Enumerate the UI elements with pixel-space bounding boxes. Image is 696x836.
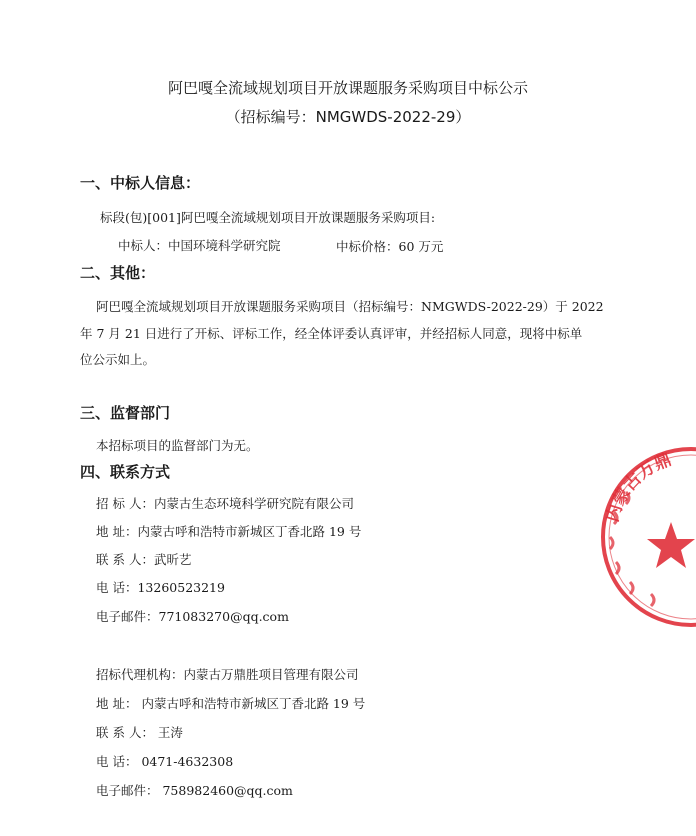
document-subtitle: （招标编号：NMGWDS-2022-29） — [225, 108, 471, 126]
agency-email: 电子邮件： 758982460@qq.com — [96, 783, 293, 798]
agency-phone: 电 话： 0471-4632308 — [96, 754, 234, 769]
tenderer-phone: 电 话：13260523219 — [96, 580, 225, 595]
official-seal-stamp — [596, 442, 696, 632]
tenderer-contact: 联 系 人：武昕艺 — [96, 552, 192, 567]
agency-contact: 联 系 人： 王涛 — [96, 725, 183, 740]
section-3-heading: 三、监督部门 — [80, 404, 171, 422]
document-title: 阿巴嘎全流域规划项目开放课题服务采购项目中标公示 — [167, 79, 528, 97]
agency-address: 地 址： 内蒙古呼和浩特市新城区丁香北路 19 号 — [96, 696, 366, 711]
star-icon — [647, 522, 695, 568]
section-2-heading: 二、其他： — [80, 264, 156, 282]
other-line-3: 位公示如上。 — [80, 352, 156, 367]
other-line-2: 年 7 月 21 日进行了开标、评标工作，经全体评委认真评审，并经招标人同意，现将中标单 — [80, 326, 583, 341]
winner-line: 中标人：中国环境科学研究院 — [118, 238, 281, 253]
section-1-heading: 一、中标人信息： — [80, 174, 201, 192]
seal-text: 内蒙古万鼎 — [602, 449, 675, 525]
tenderer-email: 电子邮件：771083270@qq.com — [96, 609, 289, 624]
supervision-line: 本招标项目的监督部门为无。 — [96, 438, 259, 453]
tenderer-name: 招 标 人：内蒙古生态环境科学研究院有限公司 — [96, 496, 354, 511]
svg-text:内蒙古万鼎 — [602, 449, 675, 525]
tenderer-address: 地 址：内蒙古呼和浩特市新城区丁香北路 19 号 — [96, 524, 362, 539]
lot-line: 标段(包)[001]阿巴嘎全流域规划项目开放课题服务采购项目: — [100, 210, 436, 225]
price-line: 中标价格：60 万元 — [336, 239, 444, 254]
other-line-1: 阿巴嘎全流域规划项目开放课题服务采购项目（招标编号：NMGWDS-2022-29）于 2022 — [96, 299, 604, 314]
section-4-heading: 四、联系方式 — [80, 463, 171, 481]
agency-name: 招标代理机构：内蒙古万鼎胜项目管理有限公司 — [96, 667, 359, 682]
